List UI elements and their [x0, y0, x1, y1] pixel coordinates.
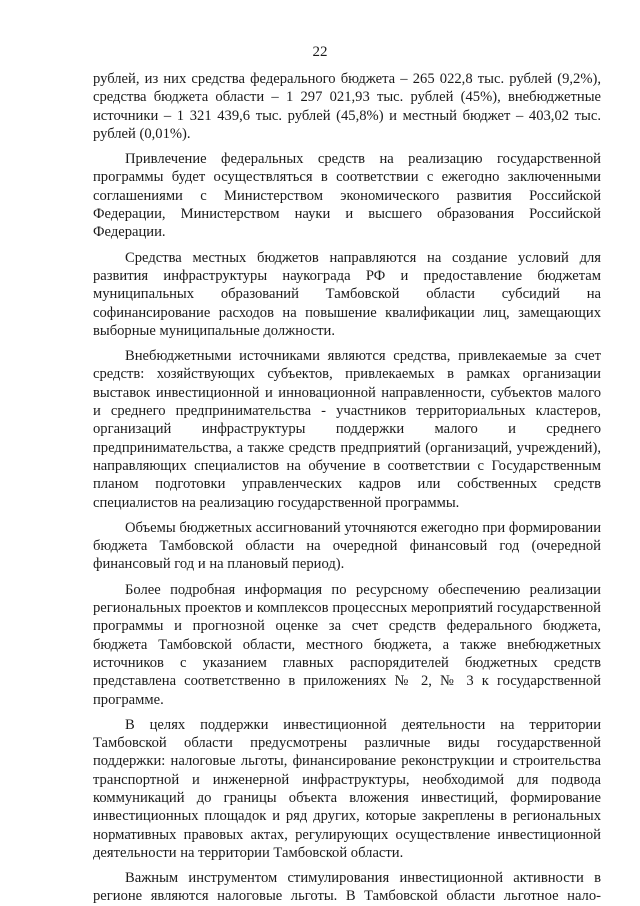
paragraph-8: Важным инструментом стимулирования инвестиционной активности в регионе являются налоговые льготы. В Тамбовской области льготное нало-	[93, 870, 601, 905]
paragraph-7: В целях поддержки инвестиционной деятельности на территории Тамбовской области предусмотрены различные виды государственной поддержки: налоговые льготы, финансирование реконструкции и строительства транспортной и инженерной инфраструктуры, необходимой для подвода коммуникаций до границы объекта вложения инвестиций, формирование инвестиционных площадок и ряд других, которые закреплены в региональных нормативных правовых актах, регулирующих осуществление инвестиционной деятельности на территории Тамбовской области.	[93, 716, 601, 861]
page-number: 22	[312, 44, 328, 60]
paragraph-4: Внебюджетными источниками являются средства, привлекаемые за счет средств: хозяйствующих субъектов, привлекаемых в рамках организации выставок инвестиционной и инновационной направленности, субъектов малого и среднего предпринимательства - участников территориальных кластеров, организаций инфраструктуры поддержки малого и среднего предпринимательства, а также средств предприятий (организаций, учреждений), направляющих специалистов на обучение в соответствии с Государственным планом подготовки управленческих кадров или собственных средств специалистов на реализацию государственной программы.	[93, 348, 601, 511]
paragraph-3: Средства местных бюджетов направляются на создание условий для развития инфраструктуры наукограда РФ и предоставление бюджетам муниципальных образований Тамбовской области субсидий на софинансирование расходов на повышение квалификации лиц, замещающих выборные муниципальные должности.	[93, 249, 601, 339]
paragraph-5: Объемы бюджетных ассигнований уточняются ежегодно при формировании бюджета Тамбовской области на очередной финансовый год (очередной финансовый год и на плановый период).	[93, 519, 601, 573]
document-body	[93, 70, 601, 906]
paragraph-2: Привлечение федеральных средств на реализацию государственной программы будет осуществляться в соответствии с ежегодно заключенными соглашениями с Министерством экономического развития Российской Федерации, Министерством науки и высшего образования Российской Федерации.	[93, 151, 601, 241]
paragraph-6: Более подробная информация по ресурсному обеспечению реализации региональных проектов и комплексов процессных мероприятий государственной программы и прогнозной оценке за счет средств федерального бюджета, бюджета Тамбовской области, местного бюджета, а также внебюджетных источников с указанием главных распорядителей бюджетных средств представлена соответственно в приложениях № 2, № 3 к государственной программе.	[93, 581, 601, 708]
paragraph-1: рублей, из них средства федерального бюджета – 265 022,8 тыс. рублей (9,2%), средства бюджета области – 1 297 021,93 тыс. рублей (45%), внебюджетные источники – 1 321 439,6 тыс. рублей (45,8%) и местный бюджет – 403,02 тыс. рублей (0,01%).	[93, 71, 601, 142]
